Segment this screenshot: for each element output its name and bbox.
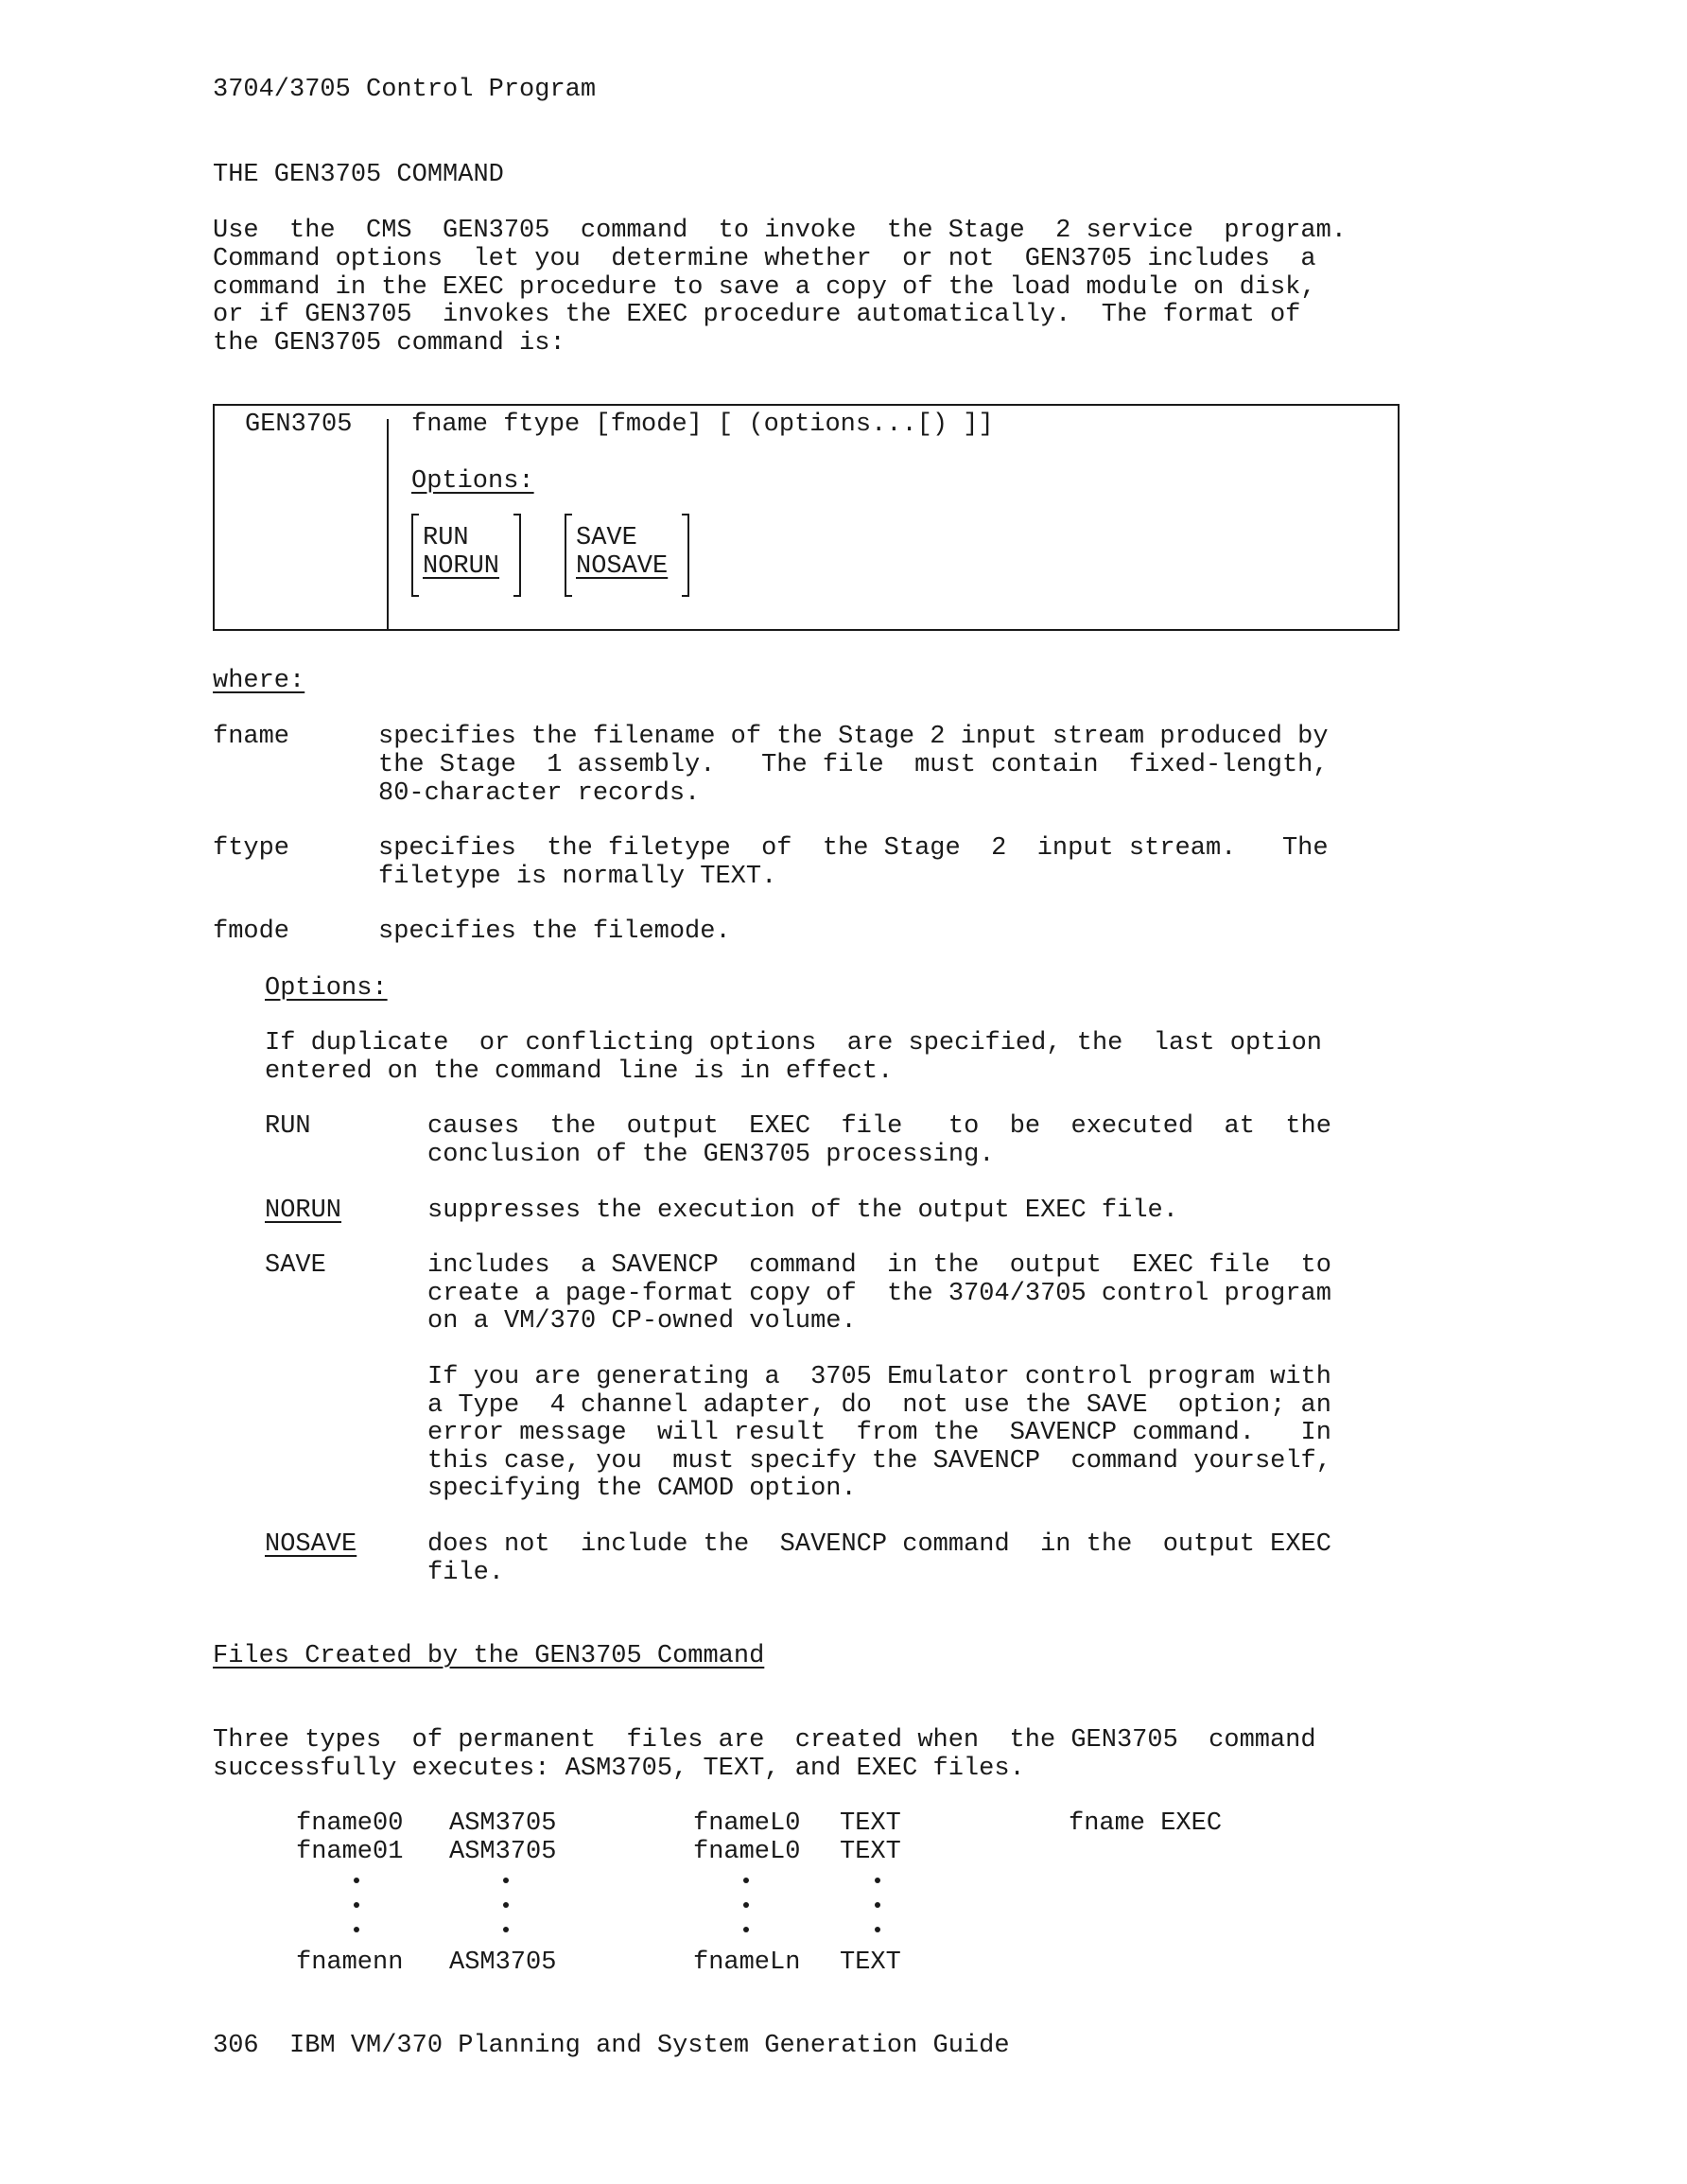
param-name: ftype (213, 834, 290, 863)
option-name: SAVE (265, 1251, 326, 1280)
option-note-line: specifying the CAMOD option. (427, 1475, 857, 1503)
param-name: fname (213, 723, 290, 751)
option-desc-line: suppresses the execution of the output EXEC file. (427, 1197, 1178, 1225)
option-desc-line: causes the output EXEC file to be executed at the (427, 1112, 1331, 1141)
options-label: Options: (265, 974, 388, 1003)
syntax-nosave-option: NOSAVE (576, 552, 669, 581)
option-name: NORUN (265, 1197, 342, 1225)
table-cell: TEXT (840, 1809, 901, 1838)
param-desc-line: filetype is normally TEXT. (378, 863, 777, 891)
param-desc-line: 80-character records. (378, 779, 701, 808)
syntax-norun-option: NORUN (423, 552, 500, 581)
table-cell: fname EXEC (1069, 1809, 1223, 1838)
option-note-line: error message will result from the SAVENCP command. In (427, 1419, 1331, 1447)
option-desc-line: conclusion of the GEN3705 processing. (427, 1141, 995, 1169)
syntax-options-label: Options: (411, 467, 534, 496)
table-cell: ASM3705 (449, 1809, 557, 1838)
syntax-operands: fname ftype [fmode] [ (options...[) ]] (411, 411, 994, 439)
intro-line: Use the CMS GEN3705 command to invoke the Stage 2 service program. (213, 217, 1347, 245)
param-desc-line: specifies the filemode. (378, 917, 731, 946)
param-name: fmode (213, 917, 290, 946)
intro-line: the GEN3705 command is: (213, 329, 565, 358)
option-note-line: this case, you must specify the SAVENCP command yourself, (427, 1447, 1331, 1476)
table-cell: fname00 (296, 1809, 404, 1838)
right-bracket (682, 514, 689, 597)
table-cell: fnamenn (296, 1948, 404, 1977)
where-label: where: (213, 667, 305, 695)
option-desc-line: on a VM/370 CP-owned volume. (427, 1307, 857, 1336)
options-intro-line: entered on the command line is in effect. (265, 1057, 894, 1086)
table-cell: ASM3705 (449, 1948, 557, 1977)
table-cell: fnameL0 (693, 1809, 801, 1838)
table-cell: fnameL0 (693, 1838, 801, 1866)
page-footer: 306 IBM VM/370 Planning and System Generation Guide (213, 2032, 1010, 2060)
left-bracket (565, 514, 572, 597)
right-bracket (513, 514, 521, 597)
files-heading: Files Created by the GEN3705 Command (213, 1642, 765, 1670)
param-desc-line: specifies the filename of the Stage 2 input stream produced by (378, 723, 1329, 751)
left-bracket (411, 514, 419, 597)
table-cell: TEXT (840, 1838, 901, 1866)
running-head: 3704/3705 Control Program (213, 76, 597, 104)
option-desc-line: does not include the SAVENCP command in the output EXEC (427, 1530, 1331, 1559)
section-title: THE GEN3705 COMMAND (213, 161, 504, 189)
table-cell: TEXT (840, 1948, 901, 1977)
option-note-line: a Type 4 channel adapter, do not use the SAVE option; an (427, 1391, 1331, 1420)
options-intro-line: If duplicate or conflicting options are specified, the last option (265, 1029, 1322, 1057)
table-cell: fname01 (296, 1838, 404, 1866)
intro-line: or if GEN3705 invokes the EXEC procedure automatically. The format of (213, 301, 1301, 329)
intro-line: Command options let you determine whether or not GEN3705 includes a (213, 245, 1316, 273)
param-desc-line: the Stage 1 assembly. The file must contain fixed-length, (378, 751, 1329, 779)
option-desc-line: file. (427, 1559, 505, 1587)
syntax-box (213, 404, 1400, 631)
option-name: RUN (265, 1112, 311, 1141)
option-note-line: If you are generating a 3705 Emulator control program with (427, 1363, 1331, 1391)
intro-line: command in the EXEC procedure to save a copy of the load module on disk, (213, 273, 1316, 302)
syntax-divider (387, 419, 389, 629)
option-desc-line: includes a SAVENCP command in the output EXEC file to (427, 1251, 1331, 1280)
table-cell: ASM3705 (449, 1838, 557, 1866)
syntax-run-option: RUN (423, 524, 469, 552)
files-intro-line: successfully executes: ASM3705, TEXT, and EXEC files. (213, 1755, 1025, 1783)
syntax-command: GEN3705 (245, 411, 353, 439)
option-desc-line: create a page-format copy of the 3704/3705 control program (427, 1280, 1331, 1308)
option-name: NOSAVE (265, 1530, 357, 1559)
files-intro-line: Three types of permanent files are created when the GEN3705 command (213, 1726, 1316, 1755)
table-cell: fnameLn (693, 1948, 801, 1977)
syntax-save-option: SAVE (576, 524, 637, 552)
param-desc-line: specifies the filetype of the Stage 2 input stream. The (378, 834, 1329, 863)
